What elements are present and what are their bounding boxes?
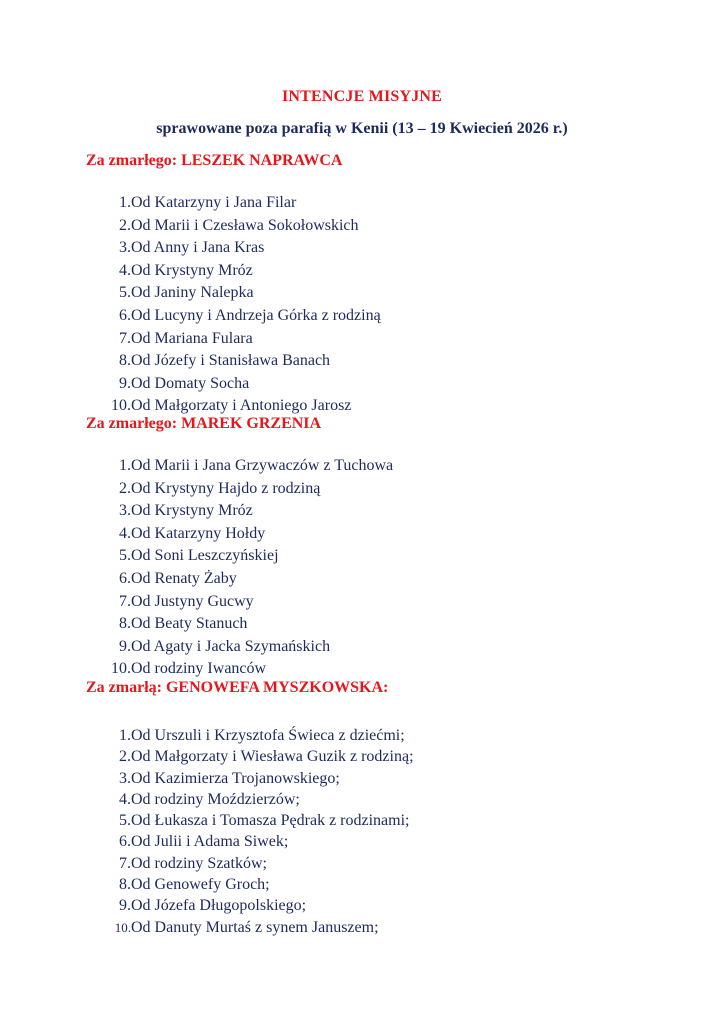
list-item <box>86 215 686 238</box>
item-number: 5. <box>119 284 131 302</box>
item-text: Od Józefa Długopolskiego; <box>131 897 307 915</box>
item-text: Od Danuty Murtaś z synem Januszem; <box>131 918 379 936</box>
item-text: Od Lucyny i Andrzeja Górka z rodziną <box>131 306 381 324</box>
item-number: 1. <box>119 194 131 211</box>
list-item <box>86 545 686 568</box>
item-text: Od rodziny Szatków; <box>131 854 267 872</box>
list-item <box>86 917 686 938</box>
list-item <box>86 789 686 810</box>
item-text: Od Agaty i Jacka Szymańskich <box>131 637 331 655</box>
list-item <box>86 853 686 874</box>
list-item <box>86 725 686 746</box>
item-number: 1. <box>119 457 131 474</box>
item-text: Od Justyny Gucwy <box>131 592 254 610</box>
item-number: 8. <box>119 876 131 894</box>
document-title: INTENCJE MISYJNE <box>281 88 443 105</box>
list-item <box>86 500 686 523</box>
item-text: Od Małgorzaty i Antoniego Jarosz <box>131 397 352 415</box>
item-number: 4. <box>119 261 131 279</box>
item-text: Od Katarzyny i Jana Filar <box>131 194 297 211</box>
item-number: 10. <box>111 660 131 678</box>
list-item <box>86 260 686 283</box>
item-number: 4. <box>119 524 131 542</box>
section-heading: Za zmarłego: MAREK GRZENIA <box>86 415 322 432</box>
item-number: 2. <box>119 748 131 766</box>
intention-list <box>86 455 686 681</box>
item-number: 2. <box>119 479 131 497</box>
section-heading: Za zmarłego: LESZEK NAPRAWCA <box>86 152 343 169</box>
item-text: Od Urszuli i Krzysztofa Świeca z dziećmi; <box>131 727 405 744</box>
intention-list <box>86 725 686 938</box>
item-text: Od Krystyny Mróz <box>131 502 253 520</box>
item-text: Od Krystyny Hajdo z rodziną <box>131 479 321 497</box>
item-number: 6. <box>119 833 131 851</box>
document-subtitle: sprawowane poza parafią w Kenii (13 – 19 Kwiecień 2026 r.) <box>156 120 568 137</box>
item-number: 1. <box>119 727 131 744</box>
list-item <box>86 636 686 659</box>
item-number: 7. <box>119 329 131 347</box>
item-text: Od Katarzyny Hołdy <box>131 524 266 542</box>
item-number: 7. <box>119 854 131 872</box>
list-item <box>86 591 686 614</box>
item-number: 5. <box>119 547 131 565</box>
item-text: Od Anny i Jana Kras <box>131 239 265 257</box>
item-number: 2. <box>119 216 131 234</box>
item-text: Od Janiny Nalepka <box>131 284 254 302</box>
item-text: Od Małgorzaty i Wiesława Guzik z rodziną; <box>131 748 414 766</box>
list-item <box>86 328 686 351</box>
item-number: 10. <box>114 919 131 935</box>
list-item <box>86 350 686 373</box>
item-text: Od Łukasza i Tomasza Pędrak z rodzinami; <box>131 812 410 830</box>
item-number: 9. <box>119 374 131 392</box>
list-item <box>86 895 686 916</box>
list-item <box>86 810 686 831</box>
item-number: 7. <box>119 592 131 610</box>
item-text: Od Beaty Stanuch <box>131 615 248 633</box>
item-number: 8. <box>119 615 131 633</box>
item-text: Od Renaty Żaby <box>131 569 237 587</box>
list-item <box>86 746 686 767</box>
item-text: Od Józefy i Stanisława Banach <box>131 352 331 370</box>
list-item <box>86 282 686 305</box>
item-number: 3. <box>119 502 131 520</box>
list-item <box>86 768 686 789</box>
item-number: 10. <box>111 397 131 415</box>
item-text: Od rodziny Iwanców <box>131 660 267 678</box>
item-text: Od Kazimierza Trojanowskiego; <box>131 769 340 787</box>
item-number: 9. <box>119 897 131 915</box>
item-number: 5. <box>119 812 131 830</box>
item-number: 9. <box>119 637 131 655</box>
item-text: Od Genowefy Groch; <box>131 876 270 894</box>
list-item <box>86 373 686 396</box>
section-marek-grzenia <box>86 413 686 681</box>
item-text: Od Marii i Jana Grzywaczów z Tuchowa <box>131 457 394 474</box>
section-leszek-naprawca <box>86 150 686 418</box>
section-heading: Za zmarłą: GENOWEFA MYSZKOWSKA: <box>86 679 389 696</box>
item-number: 3. <box>119 239 131 257</box>
item-text: Od Marii i Czesława Sokołowskich <box>131 216 359 234</box>
list-item <box>86 305 686 328</box>
list-item <box>86 613 686 636</box>
list-item <box>86 237 686 260</box>
item-number: 6. <box>119 306 131 324</box>
list-item <box>86 192 686 215</box>
item-number: 3. <box>119 769 131 787</box>
list-item <box>86 831 686 852</box>
item-number: 6. <box>119 569 131 587</box>
item-text: Od Julii i Adama Siwek; <box>131 833 289 851</box>
item-number: 8. <box>119 352 131 370</box>
list-item <box>86 455 686 478</box>
item-number: 4. <box>119 790 131 808</box>
list-item <box>86 568 686 591</box>
item-text: Od Mariana Fulara <box>131 329 253 347</box>
list-item <box>86 523 686 546</box>
list-item <box>86 874 686 895</box>
item-text: Od Krystyny Mróz <box>131 261 253 279</box>
item-text: Od Domaty Socha <box>131 374 250 392</box>
item-text: Od rodziny Moździerzów; <box>131 790 300 808</box>
list-item <box>86 478 686 501</box>
item-text: Od Soni Leszczyńskiej <box>131 547 279 565</box>
section-genowefa-myszkowska <box>86 677 686 938</box>
intention-list <box>86 192 686 418</box>
